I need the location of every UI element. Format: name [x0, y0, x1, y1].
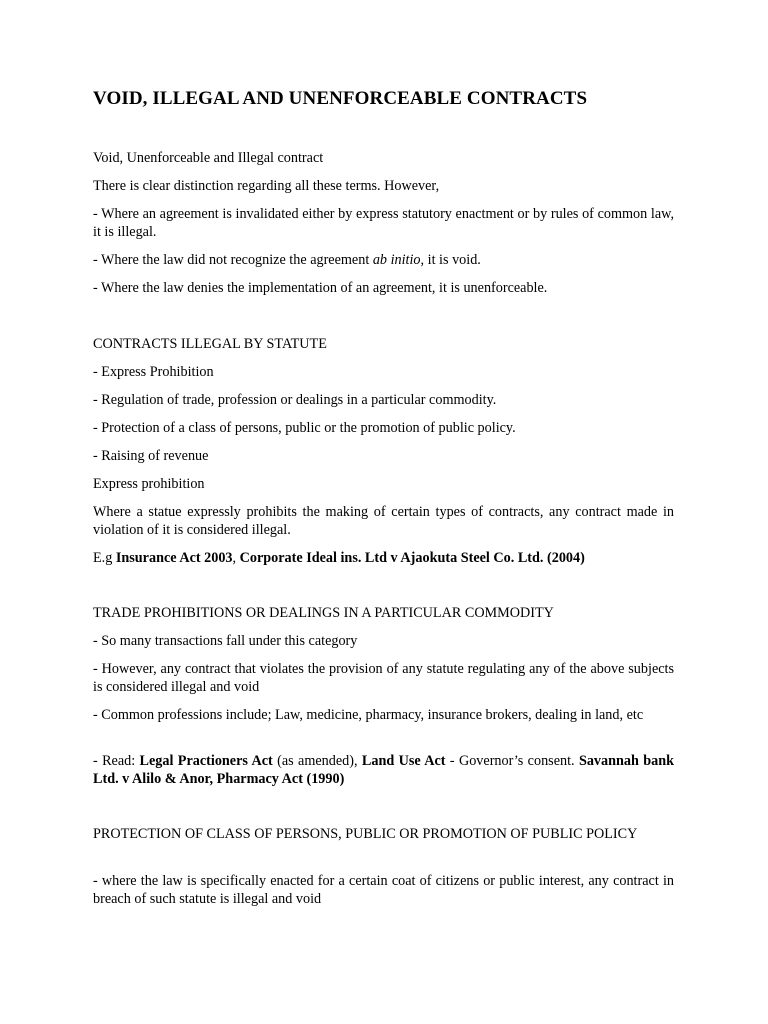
list-item: - Express Prohibition — [93, 364, 214, 380]
example-insurance-act: Insurance Act 2003 — [115, 550, 233, 566]
read-amended: (as amended), — [272, 753, 362, 769]
savannah-bank-case: Savannah bank Ltd. v Alilo & Anor, Pharmacy Act (1990) — [93, 753, 675, 787]
intro-unenforceable-point: - Where the law denies the implementation of an agreement, it is unenforceable. — [93, 280, 548, 296]
read-prefix: - Read: — [93, 753, 140, 769]
list-item: - Regulation of trade, profession or dealings in a particular commodity. — [93, 392, 497, 408]
land-use-act: Land Use Act — [361, 753, 446, 769]
trade-point: - Common professions include; Law, medicine, pharmacy, insurance brokers, dealing in land, etc — [93, 707, 644, 723]
trade-point: - However, any contract that violates the provision of any statute regulating any of the above subjects is considered illegal and void — [93, 661, 674, 695]
section-heading-statute: CONTRACTS ILLEGAL BY STATUTE — [93, 336, 327, 352]
protection-point: - where the law is specifically enacted for a certain coat of citizens or public interest, any contract in breach of such statute is illegal and void — [93, 873, 674, 907]
section-heading-protection: PROTECTION OF CLASS OF PERSONS, PUBLIC OR PROMOTION OF PUBLIC POLICY — [93, 826, 638, 842]
intro-paragraph: There is clear distinction regarding all these terms. However, — [93, 178, 440, 194]
void-point-end: , it is void. — [420, 252, 481, 268]
example-prefix: E.g — [93, 550, 116, 566]
legal-practioners-act: Legal Practioners Act — [139, 753, 273, 769]
subheading-express-prohibition: Express prohibition — [93, 476, 205, 492]
list-item: - Raising of revenue — [93, 448, 209, 464]
ab-initio-term: ab initio — [372, 252, 421, 268]
void-point-text: - Where the law did not recognize the agreement — [93, 252, 373, 268]
trade-reading — [93, 752, 674, 788]
list-item: - Protection of a class of persons, public or the promotion of public policy. — [93, 420, 516, 436]
statute-example — [93, 549, 674, 567]
intro-void-point — [93, 251, 674, 269]
section-heading-trade: TRADE PROHIBITIONS OR DEALINGS IN A PARTICULAR COMMODITY — [93, 605, 554, 621]
document-title: VOID, ILLEGAL AND UNENFORCEABLE CONTRACTS — [93, 88, 588, 109]
intro-illegal-point: - Where an agreement is invalidated either by express statutory enactment or by rules of common law, it is illegal. — [93, 206, 674, 240]
example-separator: , — [232, 550, 240, 566]
trade-point: - So many transactions fall under this category — [93, 633, 358, 649]
intro-subtitle: Void, Unenforceable and Illegal contract — [93, 150, 324, 166]
read-governor-consent: - Governor’s consent. — [445, 753, 579, 769]
example-case: Corporate Ideal ins. Ltd v Ajaokuta Steel Co. Ltd. (2004) — [239, 550, 585, 566]
express-prohibition-paragraph: Where a statue expressly prohibits the making of certain types of contracts, any contract made in violation of it is considered illegal. — [93, 504, 674, 538]
